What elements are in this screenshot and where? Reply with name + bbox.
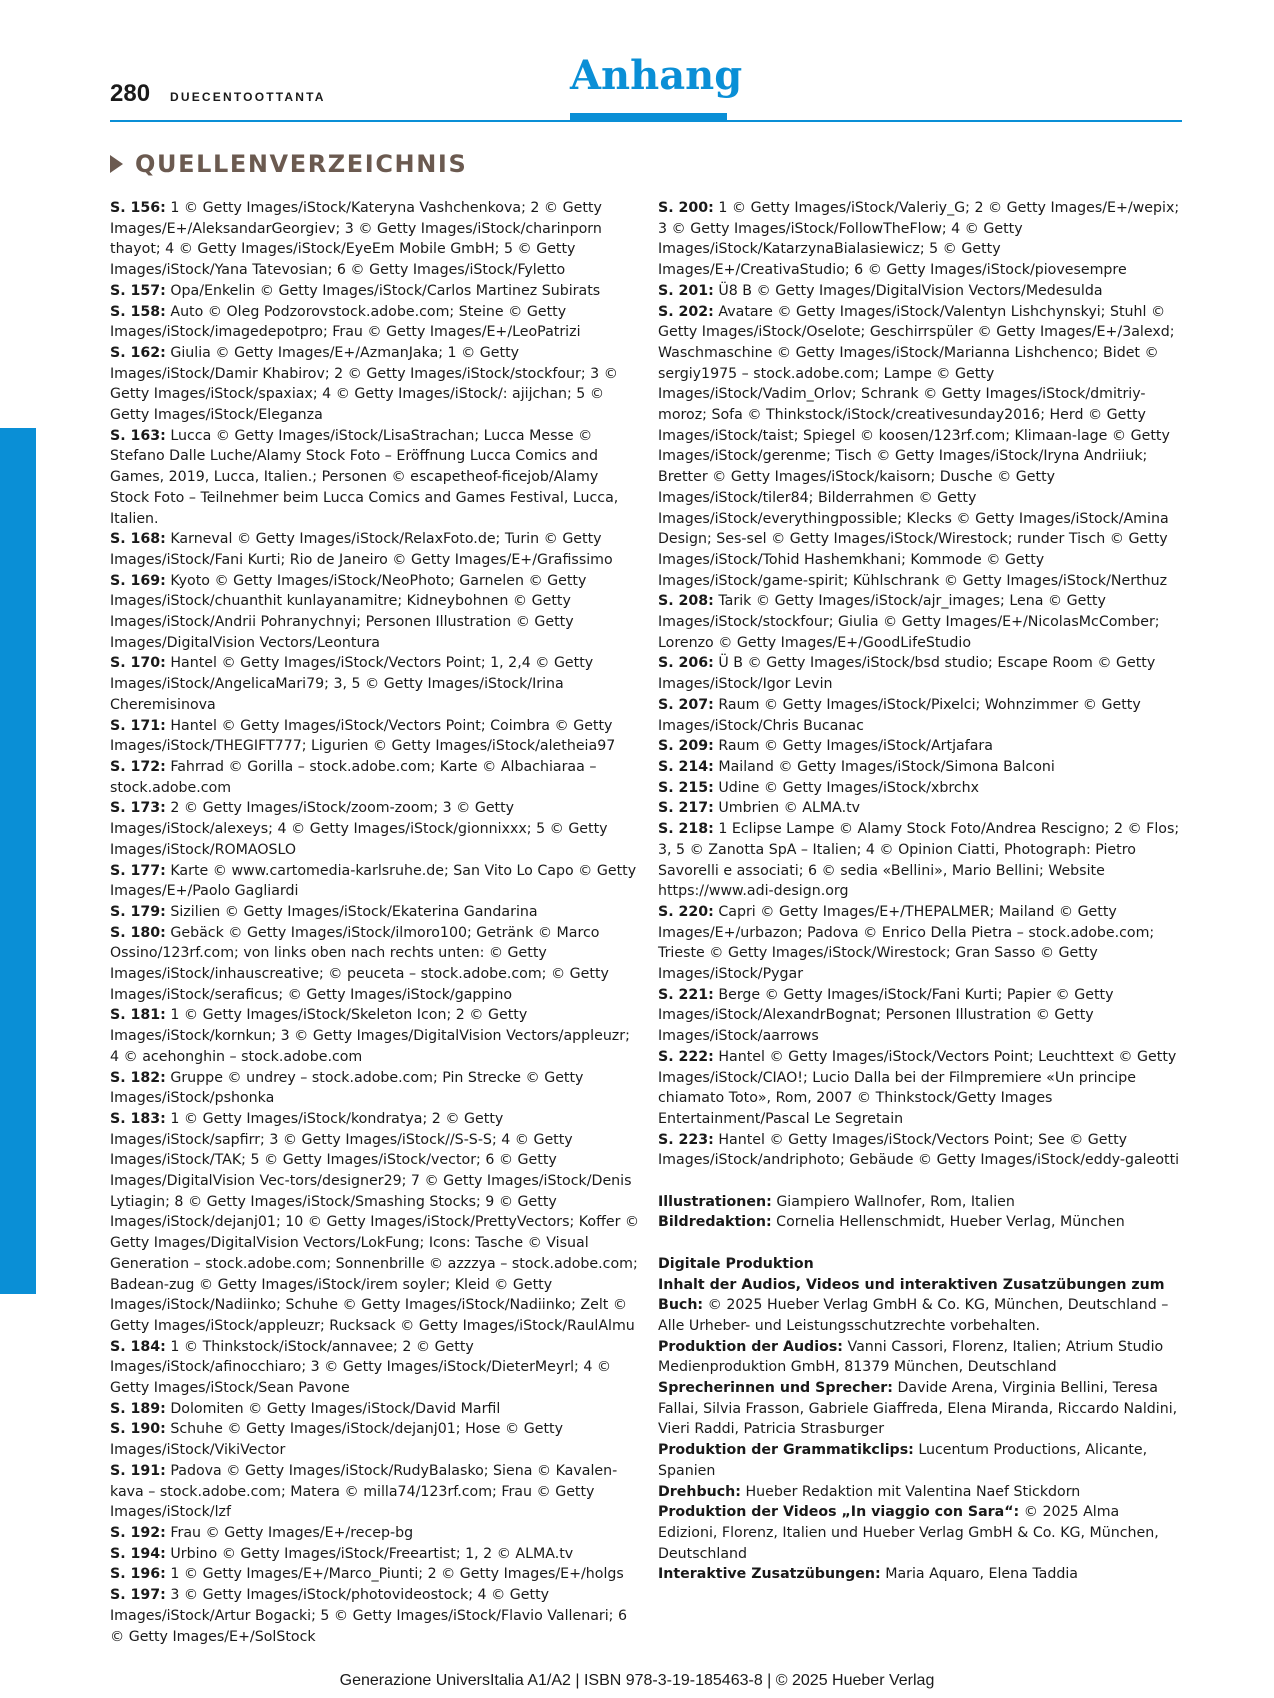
source-entry xyxy=(110,1337,642,1399)
credit-entry xyxy=(658,1212,1182,1233)
credit-entry-label: Produktion der Grammatikclips: xyxy=(658,1442,914,1459)
credit-entry-text: Giampiero Wallnofer, Rom, Italien xyxy=(776,1193,1015,1210)
source-entry-text: Hantel © Getty Images/iStock/Vectors Point; Leuchttext © Getty Images/iStock/CIAO!; Lucio Dalla bei der Filmpremiere «Un principe chiamato Toto», Rom, 2007 © Thinkstock/Getty Images Entertainment/Pascal Le Segretain xyxy=(658,1048,1177,1127)
credit-entry-text: Cornelia Hellenschmidt, Hueber Verlag, München xyxy=(776,1214,1125,1231)
source-entry-text: 1 © Getty Images/E+/Marco_Piunti; 2 © Getty Images/E+/holgs xyxy=(170,1566,624,1583)
source-entry-label: S. 180: xyxy=(110,924,166,941)
source-entry-label: S. 201: xyxy=(658,282,714,299)
source-entry-text: Ü B © Getty Images/iStock/bsd studio; Escape Room © Getty Images/iStock/Igor Levin xyxy=(658,655,1156,693)
source-entry xyxy=(658,591,1182,653)
source-entry xyxy=(658,281,1182,302)
source-entry xyxy=(110,343,642,426)
credit-entry-text: © 2025 Alma Edizioni, Florenz, Italien und Hueber Verlag GmbH & Co. KG, München, Deutschland xyxy=(658,1504,1159,1562)
source-entry-label: S. 197: xyxy=(110,1587,166,1604)
source-entry xyxy=(110,798,642,860)
credit-entry-label: Interaktive Zusatzübungen: xyxy=(658,1566,881,1583)
section-title: QUELLENVERZEICHNIS xyxy=(135,150,468,178)
source-entry xyxy=(110,1585,642,1647)
source-entry-label: S. 182: xyxy=(110,1069,166,1086)
source-entry-text: Ü8 B © Getty Images/DigitalVision Vectors/Medesulda xyxy=(718,282,1103,299)
source-entry xyxy=(110,902,642,923)
source-entry-label: S. 209: xyxy=(658,738,714,755)
source-entry-label: S. 221: xyxy=(658,986,714,1003)
source-entry xyxy=(658,798,1182,819)
source-entry-text: Urbino © Getty Images/iStock/Freeartist; 1, 2 © ALMA.tv xyxy=(170,1545,574,1562)
source-entry-text: Gruppe © undrey – stock.adobe.com; Pin Strecke © Getty Images/iStock/pshonka xyxy=(110,1069,584,1107)
source-entry-text: Karte © www.cartomedia-karlsruhe.de; San Vito Lo Capo © Getty Images/E+/Paolo Gagliardi xyxy=(110,862,637,900)
credit-entry-text: Maria Aquaro, Elena Taddia xyxy=(885,1566,1078,1583)
source-entry-text: Karneval © Getty Images/iStock/RelaxFoto.de; Turin © Getty Images/iStock/Fani Kurti; Rio de Janeiro © Getty Images/E+/Grafissimo xyxy=(110,531,613,568)
source-entry-label: S. 162: xyxy=(110,344,166,361)
credit-entry-text: Hueber Redaktion mit Valentina Naef Stickdorn xyxy=(745,1483,1081,1500)
source-entry xyxy=(658,757,1182,778)
source-entry-label: S. 183: xyxy=(110,1110,166,1127)
source-entry-text: Opa/Enkelin © Getty Images/iStock/Carlos Martinez Subirats xyxy=(170,282,601,299)
source-entry-label: S. 220: xyxy=(658,903,714,920)
source-entry xyxy=(110,1399,642,1420)
credit-entry-label: Drehbuch: xyxy=(658,1483,741,1500)
source-entry-label: S. 215: xyxy=(658,779,714,796)
source-entry-label: S. 194: xyxy=(110,1545,166,1562)
source-entry-text: Padova © Getty Images/iStock/RudyBalasko; Siena © Kavalen-kava – stock.adobe.com; Matera © milla74/123rf.com; Frau © Getty Images/iStock/lzf xyxy=(110,1462,618,1521)
source-entry-label: S. 171: xyxy=(110,717,166,734)
credit-entry-label: Produktion der Audios: xyxy=(658,1338,843,1355)
source-entry-label: S. 223: xyxy=(658,1131,714,1148)
source-entry-text: Raum © Getty Images/iStock/Pixelci; Wohnzimmer © Getty Images/iStock/Chris Bucanac xyxy=(658,696,1141,734)
credit-entry xyxy=(658,1275,1182,1337)
source-entry-text: Tarik © Getty Images/iStock/ajr_images; Lena © Getty Images/iStock/stockfour; Giulia © Getty Images/E+/NicolasMcComber; Lorenzo © Getty Images/E+/GoodLifeStudio xyxy=(658,593,1160,651)
source-entry-text: Hantel © Getty Images/iStock/Vectors Point; See © Getty Images/iStock/andriphoto; Gebäude © Getty Images/iStock/eddy-galeotti xyxy=(658,1131,1180,1169)
source-entry-label: S. 196: xyxy=(110,1566,166,1583)
source-entry xyxy=(110,281,642,302)
source-entry-text: Mailand © Getty Images/iStock/Simona Balconi xyxy=(718,758,1055,775)
source-entry xyxy=(110,1564,642,1585)
source-entry xyxy=(658,695,1182,736)
source-entry-label: S. 218: xyxy=(658,821,714,838)
source-entry-label: S. 222: xyxy=(658,1048,714,1065)
source-entry xyxy=(110,426,642,530)
triangle-bullet-icon xyxy=(110,155,123,173)
page-number-word: DUECENTOOTTANTA xyxy=(170,90,326,104)
credits-digital xyxy=(658,1275,1182,1586)
header-tab xyxy=(570,113,727,122)
section-heading xyxy=(110,150,467,178)
source-entry-text: Avatare © Getty Images/iStock/Valentyn Lishchynskyi; Stuhl © Getty Images/iStock/Oselote; Geschirrspüler © Getty Images/E+/3alexd; Waschmaschine © Getty Images/iStock/Marianna Lishchenco; Bidet © sergiy1975 – stock.adobe.com; Lampe © Getty Images/iStock/Vadim_Orlov; Schrank © Getty Images/iStock/dmitriy-moroz; Sofa © Thinkstock/iStock/creativesunday2016; Herd © Getty Images/iStock/taist; Spiegel © koosen/123rf.com; Klimaan-lage © Getty Images/iStock/gerenme; Tisch © Getty Images/iStock/Iryna Andriiuk; Bretter © Getty Images/iStock/kaisorn; Dusche © Getty Images/iStock/tiler84; Bilderrahmen © Getty Images/iStock/everythingpossible; Klecks © Getty Images/iStock/Amina Design; Ses-sel © Getty Images/iStock/Wirestock; runder Tisch © Getty Images/iStock/Tohid Hashemkhani; Kommode © Getty Images/iStock/game-spirit; Kühlschrank © Getty Images/iStock/Nerthuz xyxy=(658,303,1175,589)
source-entry xyxy=(110,1461,642,1523)
source-entry-text: Fahrrad © Gorilla – stock.adobe.com; Karte © Albachiaraa – stock.adobe.com xyxy=(110,758,597,796)
credit-entry xyxy=(658,1564,1182,1585)
source-entry xyxy=(110,1068,642,1109)
credit-entry xyxy=(658,1192,1182,1213)
source-entry-text: 2 © Getty Images/iStock/zoom-zoom; 3 © Getty Images/iStock/alexeys; 4 © Getty Images/iStock/gionnixxx; 5 © Getty Images/iStock/ROMAOSLO xyxy=(110,800,608,858)
credit-entry-label: Illustrationen: xyxy=(658,1193,772,1210)
credit-entry-label: Inhalt der Audios, Videos und interaktiven Zusatzübungen zum Buch: xyxy=(658,1276,1165,1314)
page-number: 280 xyxy=(110,80,151,107)
source-entry-text: Kyoto © Getty Images/iStock/NeoPhoto; Garnelen © Getty Images/iStock/chuanthit kunlayanamitre; Kidneybohnen © Getty Images/iStock/Andrii Pohranychnyi; Personen Illustration © Getty Images/DigitalVision Vectors/Leontura xyxy=(110,572,587,651)
source-entry-text: Capri © Getty Images/E+/THEPALMER; Mailand © Getty Images/E+/urbazon; Padova © Enrico Della Pietra – stock.adobe.com; Trieste © Getty Images/iStock/Wirestock; Gran Sasso © Getty Images/iStock/Pygar xyxy=(658,903,1155,983)
source-entry-label: S. 189: xyxy=(110,1400,166,1417)
credit-entry xyxy=(658,1502,1182,1564)
source-entry-text: 1 Eclipse Lampe © Alamy Stock Foto/Andrea Rescigno; 2 © Flos; 3, 5 © Zanotta SpA – Italien; 4 © Opinion Ciatti, Photograph: Pietro Savorelli e associati; 6 © sedia «Bellini», Mario Bellini; Website https://www.adi-design.org xyxy=(658,821,1180,900)
source-entry xyxy=(658,198,1182,281)
source-entry xyxy=(110,861,642,902)
chapter-title: Anhang xyxy=(570,52,743,99)
source-entry-label: S. 168: xyxy=(110,531,166,548)
source-entry-text: Lucca © Getty Images/iStock/LisaStrachan; Lucca Messe © Stefano Dalle Luche/Alamy Stock Foto – Eröffnung Lucca Comics and Games, 2019, Lucca, Italien.; Personen © escapetheof-ficejob/Alamy Stock Foto – Teilnehmer beim Lucca Comics and Games Festival, Lucca, Italien. xyxy=(110,427,619,527)
source-entry xyxy=(110,923,642,1006)
source-entry xyxy=(110,198,642,281)
credit-entry xyxy=(658,1440,1182,1481)
source-entry-text: Udine © Getty Images/iStock/xbrchx xyxy=(718,779,980,796)
credit-entry-text: Vanni Cassori, Florenz, Italien; Atrium Studio Medienproduktion GmbH, 81379 München, Deutschland xyxy=(658,1338,1164,1376)
source-entry-label: S. 170: xyxy=(110,655,166,672)
source-entry xyxy=(110,1005,642,1067)
source-entry-label: S. 207: xyxy=(658,696,714,713)
source-entry-label: S. 202: xyxy=(658,303,714,320)
source-entry-label: S. 156: xyxy=(110,200,166,216)
source-entry-text: Dolomiten © Getty Images/iStock/David Marfil xyxy=(170,1400,501,1417)
source-entry-text: 1 © Thinkstock/iStock/annavee; 2 © Getty Images/iStock/afinocchiaro; 3 © Getty Images/iStock/DieterMeyrl; 4 © Getty Images/iStock/Sean Pavone xyxy=(110,1338,612,1397)
source-entry-text: Umbrien © ALMA.tv xyxy=(718,800,861,817)
source-entry-label: S. 172: xyxy=(110,758,166,775)
source-entry-text: Frau © Getty Images/E+/recep-bg xyxy=(170,1525,414,1541)
credit-entry-text: Davide Arena, Virginia Bellini, Teresa Fallai, Silvia Frasson, Gabriele Giaffreda, Elena Miranda, Riccardo Naldini, Vieri Raddi, Patricia Strasburger xyxy=(658,1380,1178,1438)
source-entry-text: 1 © Getty Images/iStock/Skeleton Icon; 2 © Getty Images/iStock/kornkun; 3 © Getty Images/DigitalVision Vectors/appleuzr; 4 © acehonghin – stock.adobe.com xyxy=(110,1007,630,1065)
source-entry xyxy=(110,653,642,715)
right-entries xyxy=(658,198,1182,1171)
footer: Generazione UniversItalia A1/A2 | ISBN 978-3-19-185463-8 | © 2025 Hueber Verlag xyxy=(339,1672,935,1689)
source-entry-label: S. 163: xyxy=(110,427,166,444)
side-color-bar xyxy=(0,428,36,1294)
source-entry-label: S. 179: xyxy=(110,903,166,920)
source-entry xyxy=(658,1047,1182,1130)
credits-illustration xyxy=(658,1192,1182,1233)
source-entry-label: S. 190: xyxy=(110,1421,166,1438)
source-entry-text: Gebäck © Getty Images/iStock/ilmoro100; Getränk © Marco Ossino/123rf.com; von links oben nach rechts unten: © Getty Images/iStock/inhauscreative; © peuceta – stock.adobe.com; © Getty Images/iStock/seraficus; © Getty Images/iStock/gappino xyxy=(110,924,609,1003)
source-entry-label: S. 192: xyxy=(110,1525,166,1541)
credit-entry xyxy=(658,1378,1182,1440)
digital-production-title: Digitale Produktion xyxy=(658,1255,814,1272)
source-entry-text: 1 © Getty Images/iStock/Valeriy_G; 2 © Getty Images/E+/wepix; 3 © Getty Images/iStock/FollowTheFlow; 4 © Getty Images/iStock/KatarzynaBialasiewicz; 5 © Getty Images/E+/CreativaStudio; 6 © Getty Images/iStock/piovesempre xyxy=(658,200,1180,279)
source-entry xyxy=(658,819,1182,902)
source-entry xyxy=(658,985,1182,1047)
source-entry-label: S. 181: xyxy=(110,1007,166,1024)
source-entry-label: S. 158: xyxy=(110,303,166,320)
source-entry xyxy=(658,653,1182,694)
source-entry-label: S. 173: xyxy=(110,800,166,817)
source-entry xyxy=(110,1544,642,1565)
source-entry-label: S. 217: xyxy=(658,800,714,817)
source-entry xyxy=(110,1109,642,1337)
source-entry-text: Hantel © Getty Images/iStock/Vectors Point; 1, 2,4 © Getty Images/iStock/AngelicaMari79; 3, 5 © Getty Images/iStock/Irina Cheremisinova xyxy=(110,655,594,713)
credit-entry-label: Bildredaktion: xyxy=(658,1214,772,1231)
source-entry xyxy=(658,302,1182,592)
source-entry-text: 3 © Getty Images/iStock/photovideostock; 4 © Getty Images/iStock/Artur Bogacki; 5 © Getty Images/iStock/Flavio Vallenari; 6 © Getty Images/E+/SolStock xyxy=(110,1587,627,1645)
source-entry xyxy=(110,302,642,343)
credit-entry-label: Produktion der Videos „In viaggio con Sara“: xyxy=(658,1504,1020,1521)
source-entry xyxy=(110,1419,642,1460)
source-entry-text: Raum © Getty Images/iStock/Artjafara xyxy=(718,738,993,755)
credit-entry xyxy=(658,1482,1182,1503)
source-entry xyxy=(658,778,1182,799)
source-entry-text: Hantel © Getty Images/iStock/Vectors Point; Coimbra © Getty Images/iStock/THEGIFT777; Ligurien © Getty Images/iStock/aletheia97 xyxy=(110,717,616,755)
source-entry xyxy=(110,1523,642,1544)
source-entry xyxy=(110,757,642,798)
source-entry-text: Auto © Oleg Podzorovstock.adobe.com; Steine © Getty Images/iStock/imagedepotpro; Frau © Getty Images/E+/LeoPatrizi xyxy=(110,303,581,341)
source-entry xyxy=(110,529,642,570)
source-entry-label: S. 214: xyxy=(658,758,714,775)
left-column xyxy=(110,198,642,1647)
page-header xyxy=(110,52,1182,122)
source-entry-text: Berge © Getty Images/iStock/Fani Kurti; Papier © Getty Images/iStock/AlexandrBognat; Personen Illustration © Getty Images/iStock/aarrows xyxy=(658,986,1114,1045)
source-entry-label: S. 184: xyxy=(110,1338,166,1355)
source-entry-label: S. 157: xyxy=(110,282,166,299)
credit-entry-text: © 2025 Hueber Verlag GmbH & Co. KG, München, Deutschland – Alle Urheber- und Leistungsschutzrechte vorbehalten. xyxy=(658,1297,1169,1334)
credit-entry-label: Sprecherinnen und Sprecher: xyxy=(658,1380,893,1397)
source-entry-text: 1 © Getty Images/iStock/kondratya; 2 © Getty Images/iStock/sapfirr; 3 © Getty Images/iStock//S-S-S; 4 © Getty Images/iStock/TAK; 5 © Getty Images/iStock/vector; 6 © Getty Images/DigitalVision Vec-tors/designer29; 7 © Getty Images/iStock/Denis Lytiagin; 8 © Getty Images/iStock/Smashing Stocks; 9 © Getty Images/iStock/dejanj01; 10 © Getty Images/iStock/PrettyVectors; Koffer © Getty Images/DigitalVision Vectors/LokFung; Icons: Tasche © Visual Generation – stock.adobe.com; Sonnenbrille © azzzya – stock.adobe.com; Badean-zug © Getty Images/iStock/irem soyler; Kleid © Getty Images/iStock/Nadiinko; Schuhe © Getty Images/iStock/Nadiinko; Zelt © Getty Images/iStock/appleuzr; Rucksack © Getty Images/iStock/RaulAlmu xyxy=(110,1110,640,1334)
source-entry-label: S. 208: xyxy=(658,593,714,610)
right-column xyxy=(658,198,1182,1585)
source-entry xyxy=(110,716,642,757)
source-entry-label: S. 191: xyxy=(110,1462,166,1479)
source-entry-label: S. 200: xyxy=(658,200,714,216)
source-entry-text: Schuhe © Getty Images/iStock/dejanj01; Hose © Getty Images/iStock/VikiVector xyxy=(110,1421,563,1459)
credit-entry xyxy=(658,1337,1182,1378)
source-entry-label: S. 169: xyxy=(110,572,166,589)
source-entry xyxy=(658,902,1182,985)
source-entry xyxy=(658,736,1182,757)
source-entry-label: S. 177: xyxy=(110,862,166,879)
source-entry-label: S. 206: xyxy=(658,655,714,672)
credit-entry-text: Lucentum Productions, Alicante, Spanien xyxy=(658,1442,1148,1479)
source-entry xyxy=(658,1130,1182,1171)
source-entry-text: 1 © Getty Images/iStock/Kateryna Vashchenkova; 2 © Getty Images/E+/AleksandarGeorgiev; 3 © Getty Images/iStock/charinporn thayot; 4 © Getty Images/iStock/EyeEm Mobile GmbH; 5 © Getty Images/iStock/Yana Tatevosian; 6 © Getty Images/iStock/Fyletto xyxy=(110,200,602,279)
source-entry-text: Sizilien © Getty Images/iStock/Ekaterina Gandarina xyxy=(170,903,538,920)
source-entry xyxy=(110,571,642,654)
source-entry-text: Giulia © Getty Images/E+/AzmanJaka; 1 © Getty Images/iStock/Damir Khabirov; 2 © Getty Images/iStock/stockfour; 3 © Getty Images/iStock/spaxiax; 4 © Getty Images/iStock/: ajijchan; 5 © Getty Images/iStock/Eleganza xyxy=(110,344,618,424)
